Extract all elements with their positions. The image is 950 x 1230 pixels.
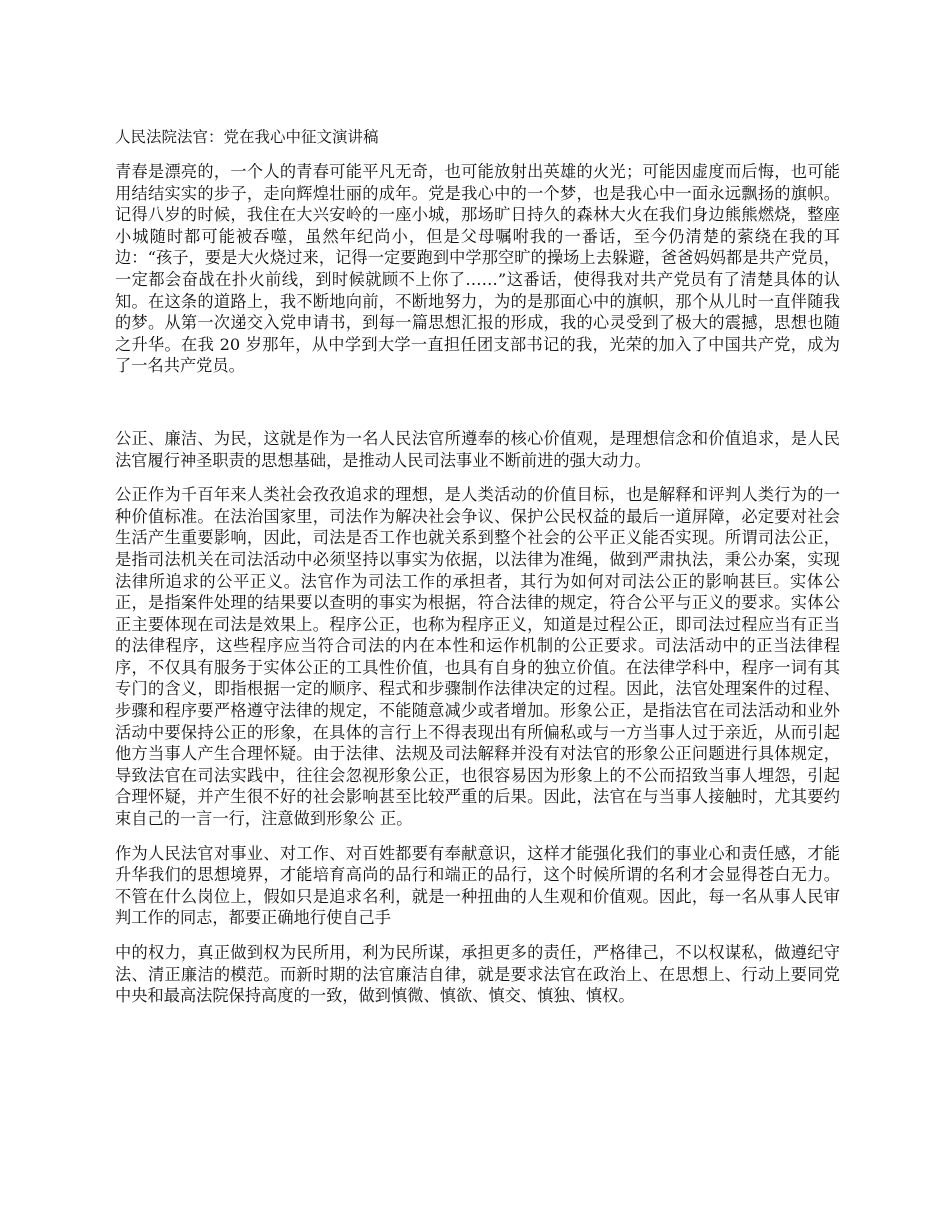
- section-spacer: [115, 390, 840, 428]
- paragraph-justice: 公正作为千百年来人类社会孜孜追求的理想，是人类活动的价值目标，也是解释和评判人类行为的一种价值标准。在法治国家里，司法作为解决社会争议、保护公民权益的最后一道屏障，必定要对社会生活产生重要影响，因此，司法是否工作也就关系到整个社会的公平正义能否实现。所谓司法公正，是指司法机关在司法活动中必须坚持以事实为依据，以法律为准绳，做到严肃执法，秉公办案，实现法律所追求的公平正义。法官作为司法工作的承担者，其行为如何对司法公正的影响甚巨。实体公正，是指案件处理的结果要以查明的事实为根据，符合法律的规定，符合公平与正义的要求。实体公正主要体现在司法是效果上。程序公正，也称为程序正义，知道是过程公正，即司法过程应当有正当的法律程序，这些程序应当符合司法的内在本性和运作机制的公正要求。司法活动中的正当法律程序，不仅具有服务于实体公正的工具性价值，也具有自身的独立价值。在法律学科中，程序一词有其专门的含义，即指根据一定的顺序、程式和步骤制作法律决定的过程。因此，法官处理案件的过程、步骤和程序要严格遵守法律的规定，不能随意减少或者增加。形象公正，是指法官在司法活动和业外活动中要保持公正的形象，在具体的言行上不得表现出有所偏私或与一方当事人过于亲近，从而引起他方当事人产生合理怀疑。由于法律、法规及司法解释并没有对法官的形象公正问题进行具体规定，导致法官在司法实践中，往往会忽视形象公正，也很容易因为形象上的不公而招致当事人埋怨，引起合理怀疑，并产生很不好的社会影响甚至比较严重的后果。因此，法官在与当事人接触时，尤其要约束自己的一言一行，注意做到形象公 正。: [115, 485, 840, 829]
- paragraph-integrity: 中的权力，真正做到权为民所用，利为民所谋，承担更多的责任，严格律己，不以权谋私，做遵纪守法、清正廉洁的模范。而新时期的法官廉洁自律，就是要求法官在政治上、在思想上、行动上要同党中央和最高法院保持高度的一致，做到慎微、慎欲、慎交、慎独、慎权。: [115, 943, 840, 1006]
- paragraph-youth-dream: 青春是漂亮的，一个人的青春可能平凡无奇，也可能放射出英雄的火光；可能因虚度而后悔，也可能用结结实实的步子，走向辉煌壮丽的成年。党是我心中的一个梦，也是我心中一面永远飘扬的旗帜。记得八岁的时候，我住在大兴安岭的一座小城，那场旷日持久的森林大火在我们身边熊熊燃烧，整座小城随时都可能被吞噬，虽然年纪尚小，但是父母嘱咐我的一番话，至今仍清楚的萦绕在我的耳边：“孩子，要是大火烧过来，记得一定要跑到中学那空旷的操场上去躲避，爸爸妈妈都是共产党员，一定都会奋战在扑火前线，到时候就顾不上你了……”这番话，使得我对共产党员有了清楚具体的认知。在这条的道路上，我不断地向前，不断地努力，为的是那面心中的旗帜，那个从儿时一直伴随我的梦。从第一次递交入党申请书，到每一篇思想汇报的形成，我的心灵受到了极大的震撼，思想也随之升华。在我 20 岁那年，从中学到大学一直担任团支部书记的我，光荣的加入了中国共产党，成为了一名共产党员。: [115, 162, 840, 376]
- document-title: 人民法院法官：党在我心中征文演讲稿: [115, 128, 379, 146]
- paragraph-dedication: 作为人民法官对事业、对工作、对百姓都要有奉献意识，这样才能强化我们的事业心和责任感，才能升华我们的思想境界，才能培育高尚的品行和端正的品行，这个时候所谓的名利才会显得苍白无力。不管在什么岗位上，假如只是追求名利，就是一种扭曲的人生观和价值观。因此，每一名从事人民审判工作的同志，都要正确地行使自己手: [115, 843, 840, 928]
- paragraph-core-values: 公正、廉洁、为民，这就是作为一名人民法官所遵奉的核心价值观，是理想信念和价值追求，是人民法官履行神圣职责的思想基础，是推动人民司法事业不断前进的强大动力。: [115, 428, 840, 470]
- document-page: [115, 127, 840, 1020]
